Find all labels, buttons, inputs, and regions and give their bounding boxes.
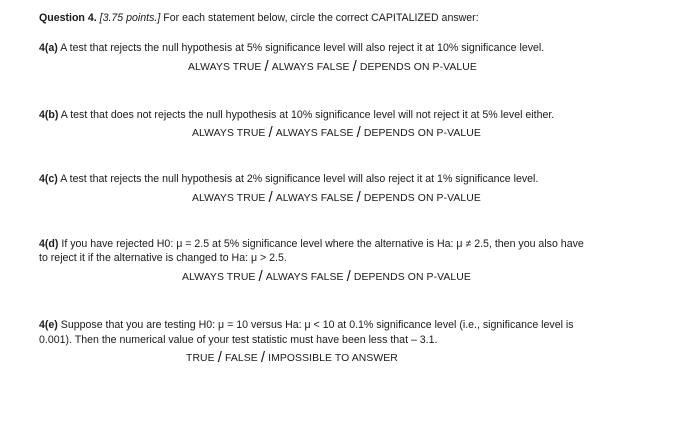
item-4e-text-line-1: Suppose that you are testing H0: μ = 10 versus Ha: μ < 10 at 0.1% significance level (i.e., significance level is: [60, 319, 574, 331]
item-4c-choices: [192, 191, 481, 205]
item-4d-choice-1[interactable]: ALWAYS TRUE: [182, 272, 256, 283]
item-4c-choice-2[interactable]: ALWAYS FALSE: [275, 193, 354, 204]
item-4c-text: A test that rejects the null hypothesis at 2% significance level will also reject it at 1% significance level.: [60, 173, 539, 185]
item-4d-text-line-1: If you have rejected H0: μ = 2.5 at 5% significance level where the alternative is Ha: μ ≠ 2.5, then you also have: [61, 238, 584, 250]
item-4e-choice-2[interactable]: FALSE: [224, 353, 258, 364]
item-4a-choices: [188, 60, 477, 74]
separator: /: [264, 58, 269, 75]
item-4e-choice-1[interactable]: TRUE: [186, 353, 215, 364]
item-4b-choice-1[interactable]: ALWAYS TRUE: [192, 128, 266, 139]
item-4c-choice-1[interactable]: ALWAYS TRUE: [192, 193, 266, 204]
separator: /: [352, 58, 357, 75]
item-4b-statement: [39, 109, 554, 122]
item-4d-text-line-2: to reject it if the alternative is changed to Ha: μ > 2.5.: [39, 252, 287, 264]
item-4e-text-line-2: 0.001). Then the numerical value of your test statistic must have been less that – 3.1.: [39, 334, 438, 346]
item-4e-choices: [186, 351, 398, 365]
item-4c-statement: [39, 173, 538, 186]
separator: /: [268, 124, 273, 141]
item-4d-choice-2[interactable]: ALWAYS FALSE: [265, 272, 344, 283]
item-4c-choice-3[interactable]: DEPENDS ON P-VALUE: [363, 193, 481, 204]
item-4e-statement: [39, 319, 574, 332]
item-4b-text: A test that does not rejects the null hypothesis at 10% significance level will not reject it at 5% level either.: [60, 109, 555, 121]
item-4d-id: 4(d): [39, 238, 59, 250]
separator: /: [217, 349, 222, 366]
item-4e-text-line-2-wrapper: [39, 334, 437, 347]
item-4a-text: A test that rejects the null hypothesis at 5% significance level will also reject it at 10% significance level.: [60, 42, 545, 54]
item-4d-choices: [182, 270, 471, 284]
separator: /: [346, 268, 351, 285]
item-4b-choices: [192, 126, 481, 140]
item-4a-statement: [39, 42, 544, 55]
separator: /: [260, 349, 266, 366]
question-instruction: For each statement below, circle the correct CAPITALIZED answer:: [163, 12, 479, 24]
item-4a-choice-3[interactable]: DEPENDS ON P-VALUE: [359, 62, 477, 73]
item-4d-statement: [39, 238, 584, 251]
question-label: Question 4.: [39, 12, 97, 24]
item-4a-id: 4(a): [39, 42, 58, 54]
separator: /: [356, 189, 361, 206]
item-4b-choice-2[interactable]: ALWAYS FALSE: [275, 128, 354, 139]
question-points: [3.75 points.]: [99, 12, 161, 24]
separator: /: [268, 189, 273, 206]
item-4d-choice-3[interactable]: DEPENDS ON P-VALUE: [353, 272, 471, 283]
item-4c-id: 4(c): [39, 173, 58, 185]
item-4b-choice-3[interactable]: DEPENDS ON P-VALUE: [363, 128, 481, 139]
item-4b-id: 4(b): [39, 109, 59, 121]
separator: /: [258, 268, 263, 285]
item-4e-choice-3[interactable]: IMPOSSIBLE TO ANSWER: [268, 353, 398, 364]
item-4d-text-line-2-wrapper: [39, 252, 287, 265]
item-4e-id: 4(e): [39, 319, 58, 331]
question-header: [39, 12, 479, 25]
item-4a-choice-2[interactable]: ALWAYS FALSE: [271, 62, 350, 73]
item-4a-choice-1[interactable]: ALWAYS TRUE: [188, 62, 262, 73]
separator: /: [356, 124, 361, 141]
